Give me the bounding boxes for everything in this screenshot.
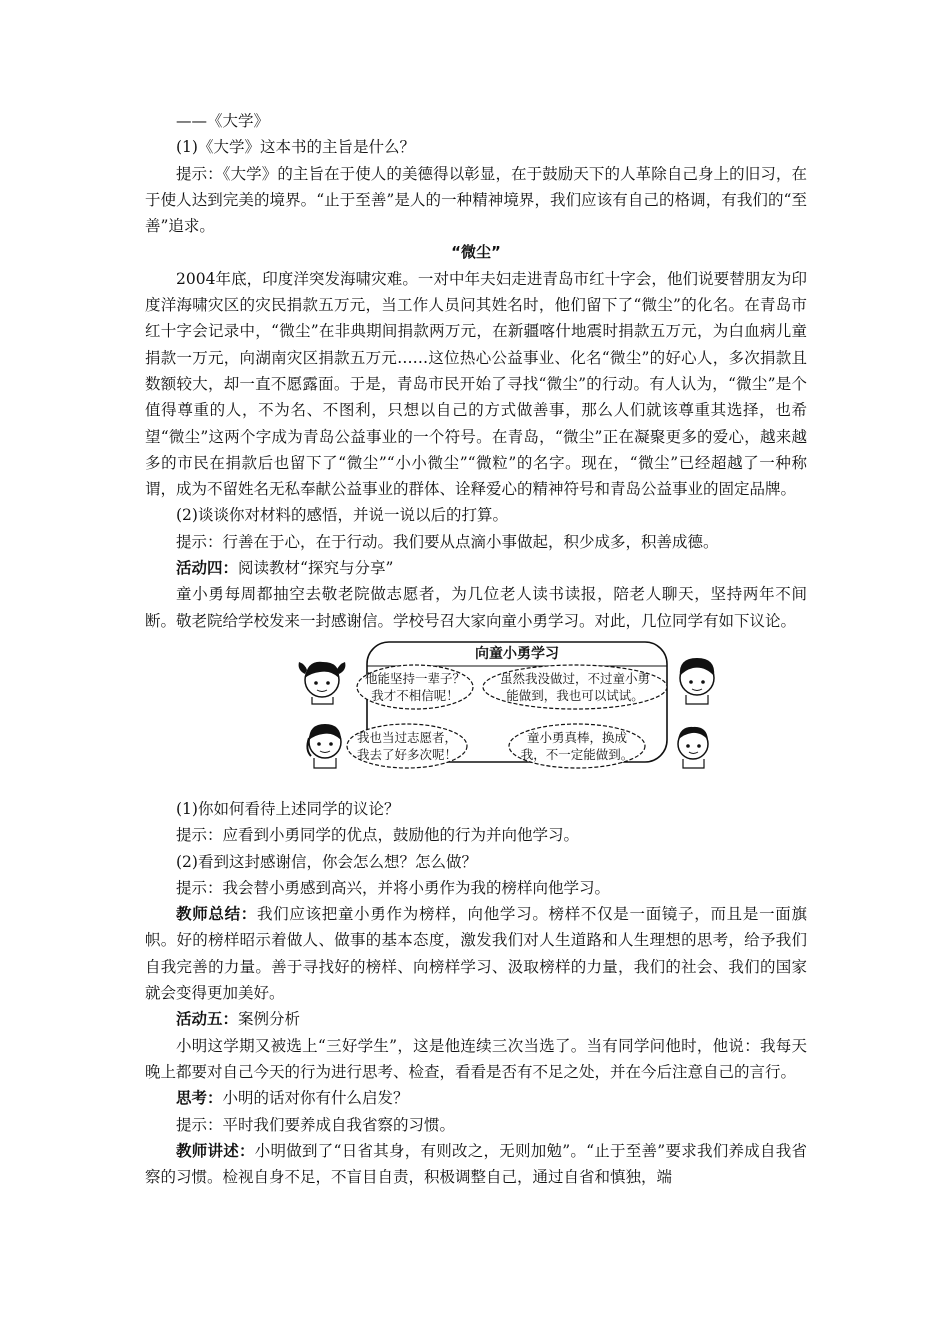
- teacher-summary-label: 教师总结：: [176, 905, 257, 924]
- teacher-explanation-label: 教师讲述：: [176, 1141, 255, 1160]
- bubble-1-line-1: 他能坚持一辈子？: [364, 670, 465, 686]
- speech-bubble-1: [359, 670, 471, 704]
- section-title-weichen: “微尘”: [451, 243, 501, 262]
- document-body: [145, 108, 807, 1190]
- weichen-story: 2004年底，印度洋突发海啸灾难。一对中年夫妇走进青岛市红十字会，他们说要替朋友为印度洋海啸灾区的灾民捐款五万元，当工作人员问其姓名时，他们留下了“微尘”的化名。在青岛市红十字会记录中，“微尘”在非典期间捐款两万元，在新疆喀什地震时捐款五万元，为白血病儿童捐款一万元，向湖南灾区捐款五万元……这位热心公益事业、化名“微尘”的好心人，多次捐款且数额较大，却一直不愿露面。于是，青岛市民开始了寻找“微尘”的行动。有人认为，“微尘”是个值得尊重的人，不为名、不图利，只想以自己的方式做善事，那么人们就该尊重其选择，也希望“微尘”这两个字成为青岛公益事业的一个符号。在青岛，“微尘”正在凝聚更多的爱心，越来越多的市民在捐款后也留下了“微尘”“小小微尘”“微粒”的名字。现在，“微尘”已经超越了一种称谓，成为不留姓名无私奉献公益事业的群体、诠释爱心的精神符号和青岛公益事业的固定品牌。: [145, 269, 807, 499]
- activity-hint-2: 提示：我会替小勇感到高兴，并将小勇作为我的榜样向他学习。: [176, 878, 611, 897]
- hint-2: 提示：行善在于心，在于行动。我们要从点滴小事做起，积少成多，积善成德。: [176, 532, 719, 551]
- activity-5-story: 小明这学期又被选上“三好学生”，这是他连续三次当选了。当有同学问他时，他说：我每天晚上都要对自己今天的行为进行思考、检查，看看是否有不足之处，并在今后注意自己的言行。: [145, 1036, 807, 1081]
- student-avatar-3: [307, 724, 341, 768]
- activity-4-label: 活动四：: [176, 559, 239, 578]
- teacher-explanation: [145, 1138, 807, 1191]
- student-avatar-2: [680, 658, 714, 704]
- discussion-illustration: [145, 640, 807, 788]
- teacher-explanation-text: 小明做到了“日省其身，有则改之，无则加勉”。“止于至善”要求我们养成自我省察的习惯。检视自身不足，不盲目自责，积极调整自己，通过自省和慎独，端: [145, 1141, 807, 1187]
- think-text: 小明的话对你有什么启发？: [222, 1089, 409, 1108]
- activity-4-text: 阅读教材“探究与分享”: [238, 559, 394, 578]
- activity-4-heading: [145, 555, 807, 581]
- bubble-3-line-2: 我去了好多次呢！: [356, 746, 457, 762]
- activity-question-2: (2)看到这封感谢信，你会怎么想？怎么做？: [176, 852, 477, 871]
- bubble-4-line-2: 我，不一定能做到。: [520, 746, 634, 762]
- bubble-2-line-1: 虽然我没做过，不过童小勇: [499, 670, 650, 686]
- teacher-summary: [145, 901, 807, 1006]
- student-avatar-4: [678, 727, 708, 768]
- bubble-3-line-1: 我也当过志愿者，: [356, 729, 457, 745]
- activity-5-heading: [145, 1006, 807, 1032]
- think-question: [145, 1085, 807, 1111]
- think-hint: 提示：平时我们要养成自我省察的习惯。: [176, 1115, 456, 1134]
- activity-4-story: 童小勇每周都抽空去敬老院做志愿者，为几位老人读书读报，陪老人聊天，坚持两年不间断。敬老院给学校发来一封感谢信。学校号召大家向童小勇学习。对此，几位同学有如下议论。: [145, 585, 807, 630]
- activity-5-text: 案例分析: [238, 1010, 301, 1029]
- speech-bubble-2: [485, 670, 665, 704]
- activity-hint-1: 提示：应看到小勇同学的优点，鼓励他的行为并向他学习。: [176, 826, 580, 845]
- speech-bubble-3: [349, 729, 465, 763]
- hint-1: 提示：《大学》的主旨在于使人的美德得以彰显，在于鼓励天下的人革除自己身上的旧习，在于使人达到完美的境界。“止于至善”是人的一种精神境界，我们应该有自己的格调，有我们的“至善”追求。: [145, 164, 807, 236]
- question-2: (2)谈谈你对材料的感悟，并说一说以后的打算。: [176, 506, 508, 525]
- student-avatar-1: [299, 662, 346, 704]
- bubble-1-line-2: 我才不相信呢！: [371, 687, 459, 703]
- speech-bubble-4: [511, 729, 643, 763]
- bubble-2-line-2: 能做到，我也可以试试。: [506, 687, 644, 703]
- bubble-4-line-1: 童小勇真棒，换成: [526, 729, 627, 745]
- think-label: 思考：: [176, 1089, 223, 1108]
- illustration-title: 向童小勇学习: [475, 645, 559, 662]
- activity-5-label: 活动五：: [176, 1010, 239, 1029]
- quote-source: ——《大学》: [176, 112, 270, 130]
- teacher-summary-text: 我们应该把童小勇作为榜样，向他学习。榜样不仅是一面镜子，而且是一面旗帜。好的榜样昭示着做人、做事的基本态度，激发我们对人生道路和人生理想的思考，给予我们自我完善的力量。善于寻找好的榜样、向榜样学习、汲取榜样的力量，我们的社会、我们的国家就会变得更加美好。: [145, 905, 807, 1003]
- question-1: (1)《大学》这本书的主旨是什么？: [176, 138, 415, 157]
- activity-question-1: (1)你如何看待上述同学的议论？: [176, 799, 400, 818]
